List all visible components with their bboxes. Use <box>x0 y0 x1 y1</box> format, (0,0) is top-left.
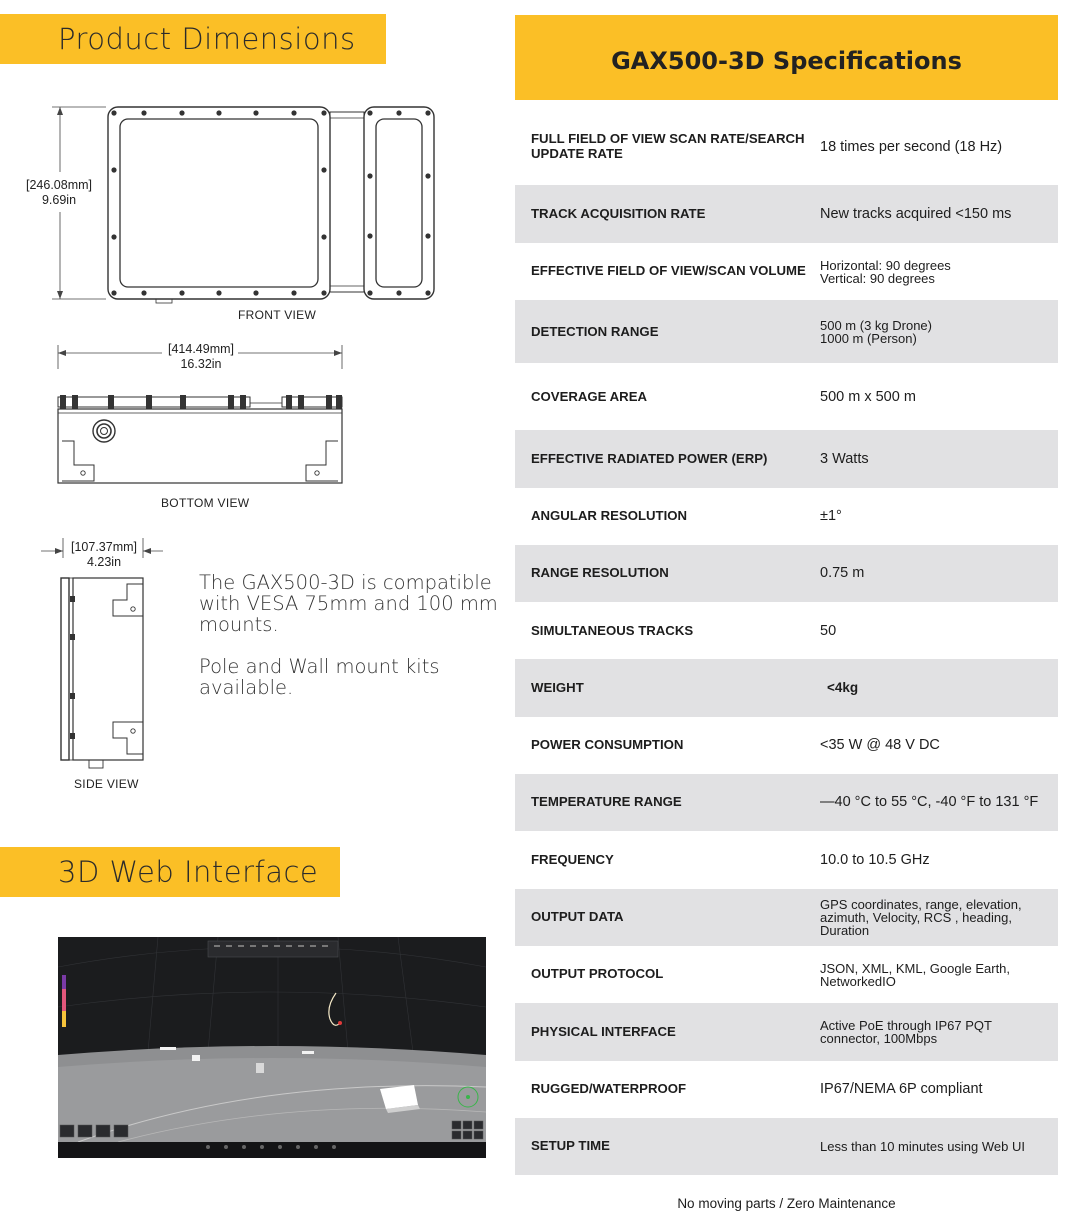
spec-key: TRACK ACQUISITION RATE <box>531 205 706 221</box>
spec-value: Horizontal: 90 degrees Vertical: 90 degrees <box>820 257 951 286</box>
spec-row <box>515 946 1058 1003</box>
spec-value: IP67/NEMA 6P compliant <box>820 1080 983 1097</box>
front-view-drawing <box>0 100 440 320</box>
spec-row <box>515 243 1058 300</box>
front-height-dimension <box>18 178 100 208</box>
front-height-in: 9.69in <box>41 193 77 207</box>
spec-row <box>515 1061 1058 1118</box>
spec-row <box>515 1003 1058 1060</box>
product-dimensions-title: Product Dimensions <box>58 22 356 56</box>
spec-key: OUTPUT DATA <box>531 909 624 925</box>
side-view-drawing <box>35 538 175 778</box>
side-depth-dimension <box>64 540 144 570</box>
spec-value: 0.75 m <box>820 565 865 582</box>
bottom-view-label: BOTTOM VIEW <box>161 496 250 510</box>
specifications-title: GAX500-3D Specifications <box>611 46 962 75</box>
spec-value: <35 W @ 48 V DC <box>820 737 940 754</box>
bottom-width-in: 16.32in <box>180 357 222 371</box>
spec-value: 500 m (3 kg Drone) 1000 m (Person) <box>820 317 932 346</box>
front-view-label: FRONT VIEW <box>238 308 317 322</box>
side-depth-mm: [107.37mm] <box>70 540 137 554</box>
spec-row <box>515 602 1058 659</box>
spec-value: 18 times per second (18 Hz) <box>820 138 1003 155</box>
spec-value: —40 °C to 55 °C, -40 °F to 131 °F <box>820 794 1039 811</box>
spec-key: SIMULTANEOUS TRACKS <box>531 622 694 638</box>
spec-row <box>515 717 1058 774</box>
spec-value: 500 m x 500 m <box>820 388 916 405</box>
spec-key: PHYSICAL INTERFACE <box>531 1023 676 1039</box>
spec-value: <4kg <box>827 680 859 696</box>
compatibility-text <box>199 572 499 698</box>
spec-key: SETUP TIME <box>531 1138 610 1154</box>
spec-value: GPS coordinates, range, elevation, azimuth, Velocity, RCS , heading, Duration <box>820 896 1022 938</box>
side-view-label: SIDE VIEW <box>74 777 139 791</box>
spec-key: POWER CONSUMPTION <box>531 737 684 753</box>
spec-key: RANGE RESOLUTION <box>531 565 669 581</box>
spec-value: ±1° <box>820 507 842 524</box>
spec-row <box>515 430 1058 487</box>
spec-value: 50 <box>820 622 837 639</box>
side-depth-in: 4.23in <box>86 555 122 569</box>
spec-key: FULL FIELD OF VIEW SCAN RATE/SEARCH UPDATE RATE <box>531 131 805 161</box>
spec-row <box>515 831 1058 888</box>
spec-row <box>515 488 1058 545</box>
bottom-width-dimension <box>160 342 242 372</box>
spec-key: RUGGED/WATERPROOF <box>531 1080 687 1096</box>
spec-row <box>515 889 1058 946</box>
mount-kits-text: Pole and Wall mount kits available. <box>199 655 440 699</box>
spec-key: EFFECTIVE RADIATED POWER (ERP) <box>531 450 768 466</box>
product-dimensions-banner <box>0 14 386 64</box>
front-height-mm: [246.08mm] <box>25 178 92 192</box>
spec-value: JSON, XML, KML, Google Earth, NetworkedIO <box>820 960 1011 989</box>
spec-row <box>515 185 1058 243</box>
spec-value: 3 Watts <box>820 450 869 467</box>
web-interface-banner <box>0 847 340 897</box>
spec-key: DETECTION RANGE <box>531 323 659 339</box>
spec-row <box>515 659 1058 716</box>
web-interface-render <box>58 937 486 1158</box>
web-interface-title: 3D Web Interface <box>58 855 319 889</box>
spec-row <box>515 1118 1058 1175</box>
spec-key: WEIGHT <box>531 679 584 695</box>
spec-key: EFFECTIVE FIELD OF VIEW/SCAN VOLUME <box>531 263 806 279</box>
web-interface-screenshot <box>58 937 486 1158</box>
specifications-banner <box>515 15 1058 100</box>
spec-value: New tracks acquired <150 ms <box>820 205 1012 222</box>
spec-key: TEMPERATURE RANGE <box>531 794 682 810</box>
specifications-table <box>515 109 1058 1175</box>
maintenance-note: No moving parts / Zero Maintenance <box>677 1196 896 1211</box>
spec-key: COVERAGE AREA <box>531 388 648 404</box>
spec-value: Active PoE through IP67 PQT connector, 100Mbps <box>820 1017 992 1046</box>
vesa-compat-text: The GAX500-3D is compatible with VESA 75mm and 100 mm mounts. <box>199 571 498 636</box>
spec-key: OUTPUT PROTOCOL <box>531 966 664 982</box>
spec-key: FREQUENCY <box>531 851 614 867</box>
spec-row <box>515 109 1058 185</box>
spec-key: ANGULAR RESOLUTION <box>531 507 688 523</box>
spec-row <box>515 545 1058 602</box>
bottom-width-mm: [414.49mm] <box>167 342 234 356</box>
spec-row <box>515 774 1058 831</box>
spec-row <box>515 300 1058 363</box>
spec-row <box>515 363 1058 430</box>
spec-value: Less than 10 minutes using Web UI <box>820 1139 1025 1154</box>
spec-value: 10.0 to 10.5 GHz <box>820 851 930 868</box>
